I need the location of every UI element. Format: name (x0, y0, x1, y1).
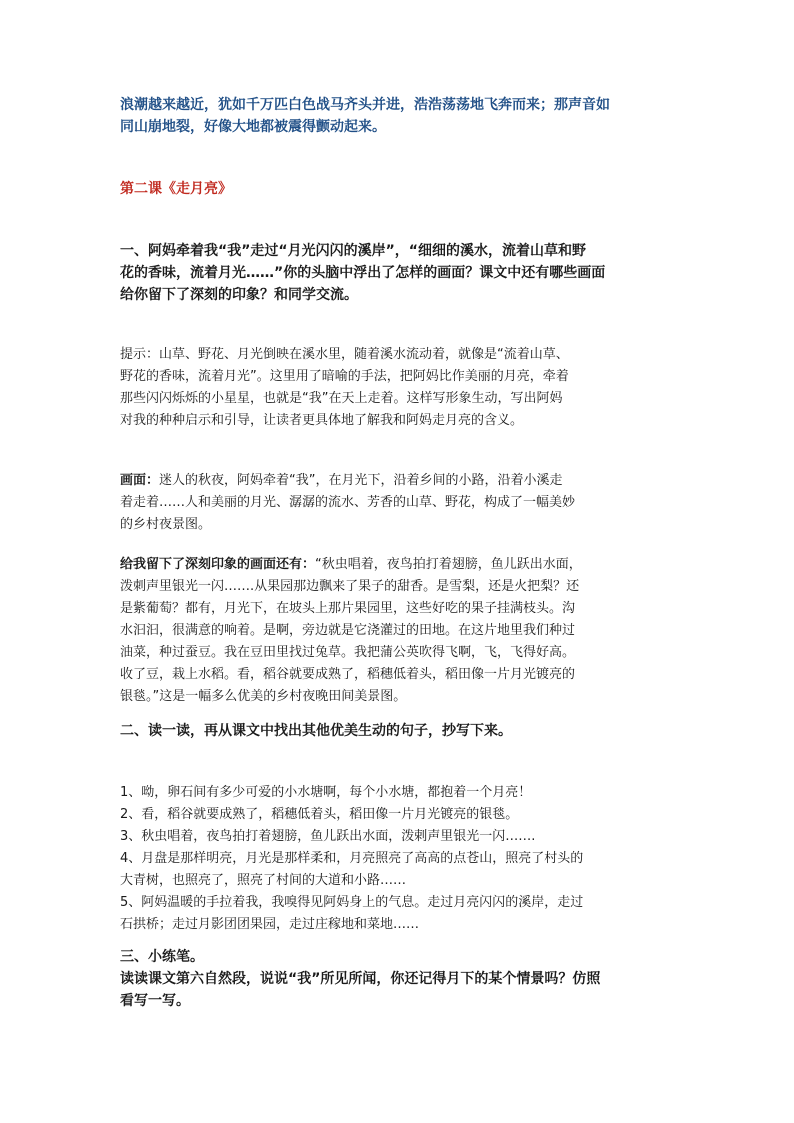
hint-line: 对我的种种启示和引导，让读者更具体地了解我和阿妈走月亮的含义。 (120, 413, 524, 428)
lesson-title: 第二课《走月亮》 (120, 181, 232, 197)
impression-line: 泼刺声里银光一闪…….从果园那边飘来了果子的甜香。是雪梨，还是火把梨？还 (120, 579, 580, 594)
intro-line: 浪潮越来越近，犹如千万匹白色战马齐头并进，浩浩荡荡地飞奔而来；那声音如 (120, 97, 610, 113)
question-3-title: 三、小练笔。 (120, 949, 204, 965)
impression-text: “秋虫唱着，夜鸟拍打着翅膀，鱼儿跃出水面， (315, 557, 582, 572)
question-3 (120, 946, 680, 1012)
impression-line: 水汩汩，很满意的响着。是啊，旁边就是它浇灌过的田地。在这片地里我们种过 (120, 623, 576, 638)
list-item: 石拱桥；走过月影团团果园，走过庄稼地和菜地…… (120, 917, 420, 932)
impression-line (120, 554, 680, 576)
intro-line: 同山崩地裂，好像大地都被震得颤动起来。 (120, 119, 386, 135)
scene-line: 着走着……人和美丽的月光、潺潺的流水、芳香的山草、野花，构成了一幅美妙 (120, 495, 576, 510)
scene-text: 迷人的秋夜，阿妈牵着“我”，在月光下，沿着乡间的小路，沿着小溪走 (159, 473, 563, 488)
scene-line (120, 470, 680, 492)
impression-line: 银毯。”这是一幅多么优美的乡村夜晚田间美景图。 (120, 689, 407, 704)
list-item: 5、阿妈温暖的手拉着我，我嗅得见阿妈身上的气息。走过月亮闪闪的溪岸，走过 (120, 895, 584, 910)
question-3-line: 读读课文第六自然段，说说“我”所见所闻，你还记得月下的某个情景吗？仿照 (120, 971, 601, 987)
list-item: 1、呦，卵石间有多少可爱的小水塘啊，每个小水塘，都抱着一个月亮！ (120, 785, 532, 800)
question-2: 二、读一读，再从课文中找出其他优美生动的句子，抄写下来。 (120, 723, 512, 739)
scene-line: 的乡村夜景图。 (120, 517, 212, 532)
hint-line: 提示：山草、野花、月光倒映在溪水里，随着溪水流动着，就像是“流着山草、 (120, 347, 569, 362)
impression-line: 是紫葡萄？都有，月光下，在坡头上那片果园里，这些好吃的果子挂满枝头。沟 (120, 601, 576, 616)
hint-line: 那些闪闪烁烁的小星星，也就是“我”在天上走着。这样写形象生动，写出阿妈 (120, 391, 563, 406)
list-item: 大青树，也照亮了，照亮了村间的大道和小路…… (120, 873, 407, 888)
question-3-line: 看写一写。 (120, 993, 190, 1009)
impression-line: 油菜，种过蚕豆。我在豆田里找过兔草。我把蒲公英吹得飞啊，飞，飞得好高。 (120, 645, 576, 660)
hint-paragraph (120, 344, 680, 432)
scene-paragraph (120, 470, 680, 536)
question-1-line: 花的香味，流着月光……”你的头脑中浮出了怎样的画面？课文中还有哪些画面 (120, 265, 606, 281)
scene-label: 画面： (120, 473, 160, 488)
intro-paragraph (120, 94, 680, 138)
impression-label: 给我留下了深刻印象的画面还有： (120, 557, 316, 572)
impression-line: 收了豆，栽上水稻。看，稻谷就要成熟了，稻穗低着头，稻田像一片月光镀亮的 (120, 667, 576, 682)
list-item: 2、看，稻谷就要成熟了，稻穗低着头，稻田像一片月光镀亮的银毯。 (120, 807, 519, 822)
sentence-list (120, 782, 680, 936)
hint-line: 野花的香味，流着月光”。这里用了暗喻的手法，把阿妈比作美丽的月亮，牵着 (120, 369, 569, 384)
list-item: 4、月盘是那样明亮，月光是那样柔和，月亮照亮了高高的点苍山，照亮了村头的 (120, 851, 584, 866)
question-1-line: 给你留下了深刻的印象？和同学交流。 (120, 287, 358, 303)
question-1-line: 一、阿妈牵着我“我”走过“月光闪闪的溪岸”，“细细的溪水，流着山草和野 (120, 243, 587, 259)
list-item: 3、秋虫唱着，夜鸟拍打着翅膀，鱼儿跃出水面，泼剌声里银光一闪……. (120, 829, 536, 844)
question-1 (120, 240, 680, 306)
impression-paragraph (120, 554, 680, 708)
